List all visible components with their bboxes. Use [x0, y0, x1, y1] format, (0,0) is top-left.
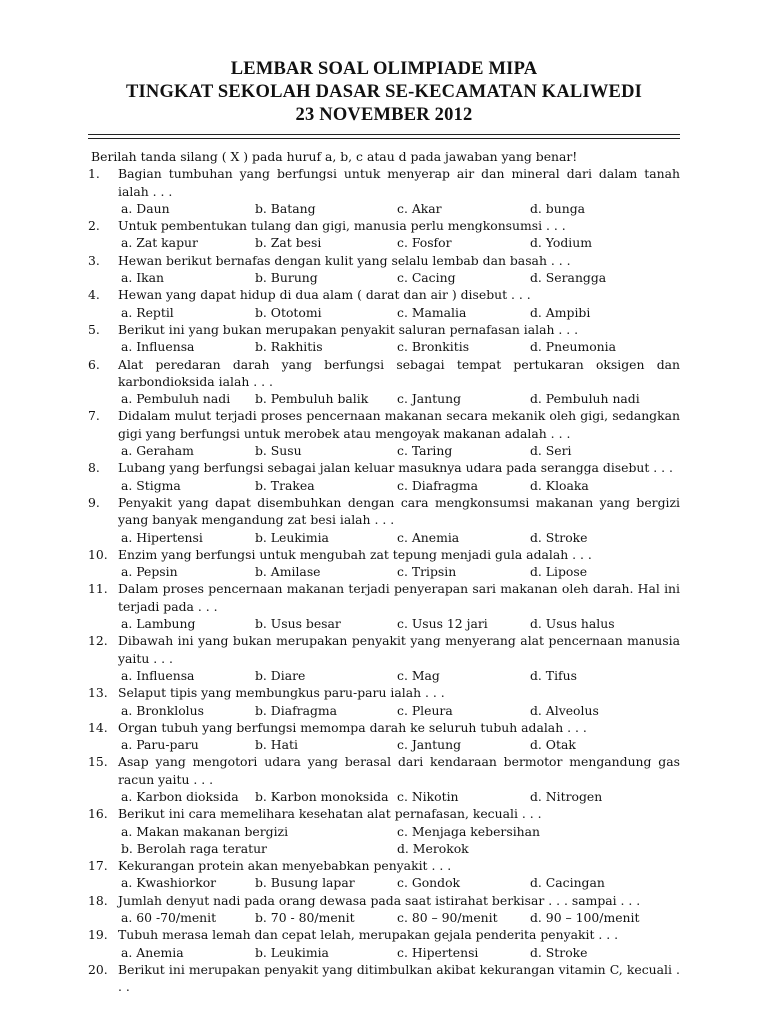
answer-option[interactable]: c. Bronkitis	[397, 339, 470, 355]
answer-option[interactable]: c. Menjaga kebersihan	[397, 823, 541, 839]
answer-option[interactable]: c. Diafragma	[397, 477, 479, 493]
answer-option[interactable]: b. Ototomi	[255, 304, 322, 320]
answer-option[interactable]: a. Pepsin	[121, 564, 178, 580]
question-text: Hewan berikut bernafas dengan kulit yang selalu lembab dan basah . . .	[118, 252, 571, 268]
answer-option[interactable]: b. Leukimia	[255, 529, 329, 545]
answer-option[interactable]: d. Nitrogen	[530, 788, 603, 804]
answer-option[interactable]: a. Reptil	[121, 304, 174, 320]
answer-option[interactable]: d. Lipose	[530, 564, 588, 580]
answer-option[interactable]: a. Lambung	[121, 616, 196, 632]
answer-option[interactable]: b. Zat besi	[255, 235, 322, 251]
answer-option[interactable]: d. Kloaka	[530, 477, 589, 493]
answer-option[interactable]: a. Geraham	[121, 443, 194, 459]
question-item	[88, 632, 680, 684]
answer-options	[118, 390, 680, 407]
question-item	[88, 356, 680, 408]
question-text: Jumlah denyut nadi pada orang dewasa pada saat istirahat berkisar . . . sampai . . .	[118, 892, 641, 908]
answer-option[interactable]: d. Seri	[530, 443, 572, 459]
answer-option[interactable]: d. Usus halus	[530, 616, 615, 632]
answer-option[interactable]: a. Zat kapur	[121, 235, 198, 251]
question-text: Didalam mulut terjadi proses pencernaan makanan secara mekanik oleh gigi, sedangkan gigi yang berfungsi untuk merobek atau mengoyak makanan adalah . . .	[118, 408, 680, 441]
question-number: 12.	[88, 633, 108, 649]
answer-option[interactable]: d. Ampibi	[530, 304, 591, 320]
answer-option[interactable]: b. Karbon monoksida	[255, 788, 389, 804]
question-item	[88, 805, 680, 857]
answer-option[interactable]: d. Stroke	[530, 529, 588, 545]
answer-option[interactable]: d. bunga	[530, 200, 586, 216]
answer-option[interactable]: a. Influensa	[121, 339, 195, 355]
question-item	[88, 286, 680, 321]
question-number: 18.	[88, 892, 108, 908]
header-divider-bottom	[88, 138, 680, 139]
answer-option[interactable]: b. Busung lapar	[255, 875, 355, 891]
answer-options	[118, 563, 680, 580]
answer-option[interactable]: d. Pembuluh nadi	[530, 391, 640, 407]
question-number: 15.	[88, 754, 108, 770]
question-text: Hewan yang dapat hidup di dua alam ( darat dan air ) disebut . . .	[118, 287, 531, 303]
answer-option[interactable]: c. Pleura	[397, 702, 453, 718]
question-number: 10.	[88, 546, 108, 562]
answer-option[interactable]: b. Batang	[255, 200, 316, 216]
question-item	[88, 546, 680, 581]
answer-option[interactable]: a. Ikan	[121, 270, 165, 286]
question-item	[88, 926, 680, 961]
question-item	[88, 753, 680, 805]
answer-option[interactable]: c. 80 – 90/menit	[397, 910, 498, 926]
answer-option[interactable]: a. Karbon dioksida	[121, 788, 239, 804]
question-number: 17.	[88, 858, 108, 874]
answer-option[interactable]: d. Otak	[530, 737, 576, 753]
question-item	[88, 217, 680, 252]
answer-options	[118, 304, 680, 321]
answer-option[interactable]: d. Yodium	[530, 235, 592, 251]
answer-options	[118, 615, 680, 632]
question-item	[88, 684, 680, 719]
answer-option[interactable]: c. Mag	[397, 667, 440, 683]
answer-option[interactable]: a. Stigma	[121, 477, 181, 493]
question-text: Berikut ini cara memelihara kesehatan alat pernafasan, kecuali . . .	[118, 806, 542, 822]
answer-option[interactable]: c. Mamalia	[397, 304, 467, 320]
question-item	[88, 892, 680, 927]
answer-option[interactable]: d. Alveolus	[530, 702, 599, 718]
question-number: 2.	[88, 218, 100, 234]
answer-option[interactable]: b. Rakhitis	[255, 339, 323, 355]
document-header	[0, 58, 768, 127]
answer-option[interactable]: a. Influensa	[121, 667, 195, 683]
title-line-1: LEMBAR SOAL OLIMPIADE MIPA	[230, 59, 538, 79]
answer-option[interactable]: d. Pneumonia	[530, 339, 616, 355]
answer-options	[118, 788, 680, 805]
answer-options	[118, 823, 680, 858]
question-text: Selaput tipis yang membungkus paru-paru ialah . . .	[118, 685, 445, 701]
title-line-3: 23 NOVEMBER 2012	[295, 105, 473, 125]
answer-option[interactable]: a. Makan makanan bergizi	[121, 823, 289, 839]
answer-option[interactable]: a. Paru-paru	[121, 737, 199, 753]
answer-options	[118, 874, 680, 891]
question-text: Untuk pembentukan tulang dan gigi, manusia perlu mengkonsumsi . . .	[118, 218, 566, 234]
answer-option[interactable]: b. Trakea	[255, 477, 315, 493]
question-item	[88, 961, 680, 996]
answer-option[interactable]: d. Cacingan	[530, 875, 605, 891]
question-number: 3.	[88, 252, 100, 268]
answer-option[interactable]: c. Jantung	[397, 391, 462, 407]
answer-option[interactable]: c. Usus 12 jari	[397, 616, 488, 632]
answer-option[interactable]: b. 70 - 80/menit	[255, 910, 355, 926]
answer-option[interactable]: c. Taring	[397, 443, 453, 459]
answer-option[interactable]: a. Kwashiorkor	[121, 875, 217, 891]
answer-option[interactable]: c. Hipertensi	[397, 944, 479, 960]
question-text: Alat peredaran darah yang berfungsi sebagai tempat pertukaran oksigen dan karbondioksida ialah . . .	[118, 356, 680, 389]
question-item	[88, 719, 680, 754]
question-number: 9.	[88, 494, 100, 510]
answer-option[interactable]: c. Anemia	[397, 529, 460, 545]
answer-option[interactable]: b. Diare	[255, 667, 306, 683]
question-text: Lubang yang berfungsi sebagai jalan keluar masuknya udara pada serangga disebut . . .	[118, 460, 673, 476]
answer-options	[118, 477, 680, 494]
question-text: Berikut ini yang bukan merupakan penyakit saluran pernafasan ialah . . .	[118, 321, 579, 337]
answer-options	[118, 909, 680, 926]
answer-option[interactable]: c. Akar	[397, 200, 442, 216]
question-item	[88, 321, 680, 356]
header-divider-top	[88, 134, 680, 135]
answer-option[interactable]: c. Tripsin	[397, 564, 457, 580]
question-number: 6.	[88, 356, 100, 372]
answer-options	[118, 736, 680, 753]
answer-option[interactable]: c. Jantung	[397, 737, 462, 753]
question-number: 19.	[88, 927, 108, 943]
answer-option[interactable]: c. Cacing	[397, 270, 456, 286]
answer-option[interactable]: b. Burung	[255, 270, 318, 286]
answer-option[interactable]: a. Bronklolus	[121, 702, 204, 718]
answer-option[interactable]: b. Susu	[255, 443, 302, 459]
question-number: 14.	[88, 719, 108, 735]
answer-options	[118, 338, 680, 355]
question-item	[88, 407, 680, 459]
answer-option[interactable]: d. Merokok	[397, 840, 469, 856]
question-list	[88, 148, 680, 996]
question-number: 4.	[88, 287, 100, 303]
answer-options	[118, 269, 680, 286]
question-text: Berikut ini merupakan penyakit yang ditimbulkan akibat kekurangan vitamin C, kecuali . . .	[118, 961, 680, 995]
questions-container	[88, 165, 680, 995]
answer-option[interactable]: a. Hipertensi	[121, 529, 203, 545]
answer-option[interactable]: d. Serangga	[530, 270, 607, 286]
question-text: Bagian tumbuhan yang berfungsi untuk menyerap air dan mineral dari dalam tanah ialah . . .	[118, 166, 680, 199]
answer-option[interactable]: d. Stroke	[530, 944, 588, 960]
answer-options	[118, 702, 680, 719]
answer-option[interactable]: d. Tifus	[530, 667, 577, 683]
answer-option[interactable]: b. Diafragma	[255, 702, 338, 718]
answer-option[interactable]: b. Hati	[255, 737, 298, 753]
answer-option[interactable]: c. Fosfor	[397, 235, 452, 251]
question-text: Kekurangan protein akan menyebabkan penyakit . . .	[118, 858, 452, 874]
answer-option[interactable]: b. Pembuluh balik	[255, 391, 369, 407]
question-text: Dibawah ini yang bukan merupakan penyakit yang menyerang alat pencernaan manusia yaitu . . .	[118, 633, 680, 666]
answer-option[interactable]: b. Usus besar	[255, 616, 341, 632]
answer-option[interactable]: d. 90 – 100/menit	[530, 910, 640, 926]
answer-options	[118, 529, 680, 546]
question-item	[88, 580, 680, 632]
answer-option[interactable]: c. Nikotin	[397, 788, 459, 804]
question-number: 11.	[88, 581, 108, 597]
answer-option[interactable]: b. Berolah raga teratur	[121, 840, 267, 856]
question-text: Asap yang mengotori udara yang berasal dari kendaraan bermotor mengandung gas racun yaitu . . .	[118, 754, 680, 787]
answer-options	[118, 234, 680, 251]
title-line-2: TINGKAT SEKOLAH DASAR SE-KECAMATAN KALIWEDI	[125, 82, 643, 102]
question-number: 7.	[88, 408, 100, 424]
question-text: Tubuh merasa lemah dan cepat lelah, merupakan gejala penderita penyakit . . .	[118, 927, 619, 943]
question-number: 13.	[88, 685, 108, 701]
answer-options	[118, 667, 680, 684]
question-number: 1.	[88, 166, 100, 182]
instruction-text: Berilah tanda silang ( X ) pada huruf a, b, c atau d pada jawaban yang benar!	[91, 149, 578, 164]
answer-option[interactable]: a. Anemia	[121, 944, 184, 960]
answer-option[interactable]: b. Leukimia	[255, 944, 329, 960]
question-number: 8.	[88, 460, 100, 476]
question-text: Organ tubuh yang berfungsi memompa darah ke seluruh tubuh adalah . . .	[118, 719, 587, 735]
answer-option[interactable]: a. Pembuluh nadi	[121, 391, 231, 407]
answer-option[interactable]: c. Gondok	[397, 875, 461, 891]
question-item	[88, 494, 680, 546]
question-item	[88, 459, 680, 494]
question-number: 5.	[88, 321, 100, 337]
answer-options	[118, 442, 680, 459]
answer-option[interactable]: a. 60 -70/menit	[121, 910, 217, 926]
question-number: 20.	[88, 961, 108, 977]
question-item	[88, 857, 680, 892]
question-text: Enzim yang berfungsi untuk mengubah zat tepung menjadi gula adalah . . .	[118, 546, 592, 562]
question-text: Dalam proses pencernaan makanan terjadi penyerapan sari makanan oleh darah. Hal ini terjadi pada . . .	[118, 581, 680, 614]
answer-options	[118, 944, 680, 961]
answer-option[interactable]: a. Daun	[121, 200, 170, 216]
question-item	[88, 252, 680, 287]
question-item	[88, 165, 680, 217]
answer-options	[118, 200, 680, 217]
question-text: Penyakit yang dapat disembuhkan dengan cara mengkonsumsi makanan yang bergizi yang banyak mengandung zat besi ialah . . .	[118, 494, 680, 528]
question-number: 16.	[88, 806, 108, 822]
answer-option[interactable]: b. Amilase	[255, 564, 321, 580]
